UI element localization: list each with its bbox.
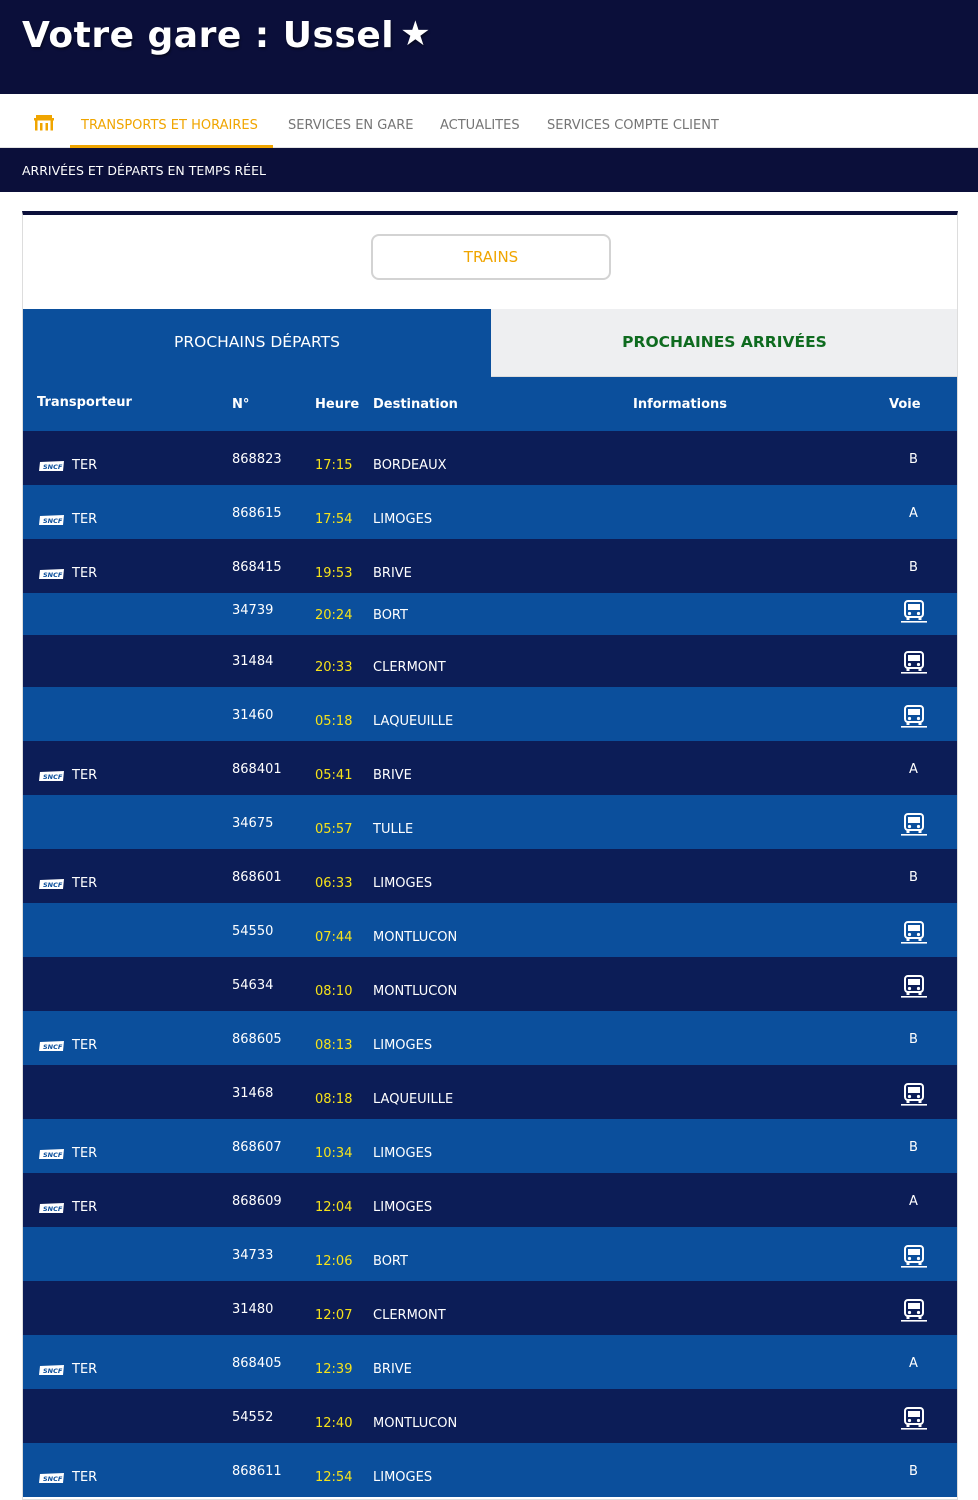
- sncf-logo-icon: [39, 514, 65, 526]
- track: B: [909, 1464, 918, 1479]
- train-number: 34739: [232, 603, 274, 618]
- table-row[interactable]: [23, 1335, 958, 1389]
- carrier-label: TER: [72, 1470, 98, 1485]
- destination: BORT: [373, 1254, 408, 1269]
- table-row[interactable]: [23, 903, 958, 957]
- table-row[interactable]: [23, 1443, 958, 1497]
- bus-icon: [900, 1298, 928, 1322]
- table-row[interactable]: [23, 1065, 958, 1119]
- destination: LAQUEUILLE: [373, 1092, 454, 1107]
- departure-time: 08:13: [315, 1038, 353, 1053]
- carrier-label: TER: [72, 1038, 98, 1053]
- table-row[interactable]: [23, 431, 958, 485]
- destination: BRIVE: [373, 768, 412, 783]
- train-number: 868405: [232, 1356, 282, 1371]
- svg-text:SNCF: SNCF: [43, 1367, 63, 1375]
- sub-nav: [0, 148, 978, 192]
- table-row[interactable]: [23, 1389, 958, 1443]
- train-number: 868415: [232, 560, 282, 575]
- departure-time: 12:07: [315, 1308, 353, 1323]
- carrier-label: TER: [72, 876, 98, 891]
- destination: TULLE: [373, 822, 414, 837]
- track: A: [909, 1194, 918, 1209]
- track: B: [909, 870, 918, 885]
- nav-item-transports[interactable]: TRANSPORTS ET HORAIRES: [81, 118, 258, 133]
- destination: LIMOGES: [373, 876, 433, 891]
- nav-item-actualites[interactable]: ACTUALITES: [440, 118, 520, 133]
- track: B: [909, 1140, 918, 1155]
- table-row[interactable]: [23, 593, 958, 635]
- train-number: 31484: [232, 654, 274, 669]
- departure-time: 06:33: [315, 876, 353, 891]
- table-row[interactable]: [23, 687, 958, 741]
- train-number: 868609: [232, 1194, 282, 1209]
- train-number: 31468: [232, 1086, 274, 1101]
- station-icon[interactable]: [33, 115, 55, 131]
- destination: LIMOGES: [373, 512, 433, 527]
- table-row[interactable]: [23, 1281, 958, 1335]
- bus-icon: [900, 920, 928, 944]
- table-row[interactable]: [23, 1011, 958, 1065]
- svg-text:SNCF: SNCF: [43, 1475, 63, 1483]
- carrier-label: TER: [72, 768, 98, 783]
- table-row[interactable]: [23, 1173, 958, 1227]
- departure-time: 08:10: [315, 984, 353, 999]
- svg-text:SNCF: SNCF: [43, 571, 63, 579]
- bus-icon: [900, 1406, 928, 1430]
- svg-text:SNCF: SNCF: [43, 1151, 63, 1159]
- track: A: [909, 506, 918, 521]
- mode-selector: [23, 215, 957, 310]
- nav-item-services-gare[interactable]: SERVICES EN GARE: [288, 118, 414, 133]
- departure-time: 05:57: [315, 822, 353, 837]
- track: B: [909, 560, 918, 575]
- train-number: 868611: [232, 1464, 282, 1479]
- sncf-logo-icon: [39, 568, 65, 580]
- departure-time: 12:40: [315, 1416, 353, 1431]
- train-number: 868615: [232, 506, 282, 521]
- bus-icon: [900, 1082, 928, 1106]
- train-number: 868401: [232, 762, 282, 777]
- carrier-label: TER: [72, 1362, 98, 1377]
- column-header-track: Voie: [889, 397, 921, 412]
- table-row[interactable]: [23, 957, 958, 1011]
- table-row[interactable]: [23, 795, 958, 849]
- sncf-logo-icon: [39, 1148, 65, 1160]
- departure-time: 05:41: [315, 768, 353, 783]
- sncf-logo-icon: [39, 878, 65, 890]
- train-number: 868601: [232, 870, 282, 885]
- sncf-logo-icon: [39, 1364, 65, 1376]
- tab-departures[interactable]: PROCHAINS DÉPARTS: [23, 309, 491, 377]
- destination: LIMOGES: [373, 1200, 433, 1215]
- track: B: [909, 452, 918, 467]
- departure-time: 19:53: [315, 566, 353, 581]
- destination: LAQUEUILLE: [373, 714, 454, 729]
- departure-time: 12:54: [315, 1470, 353, 1485]
- destination: BRIVE: [373, 1362, 412, 1377]
- column-header-carrier: Transporteur: [37, 395, 132, 410]
- train-number: 34733: [232, 1248, 274, 1263]
- track: A: [909, 1356, 918, 1371]
- station-header: [0, 0, 978, 94]
- sncf-logo-icon: [39, 460, 65, 472]
- table-row[interactable]: [23, 1227, 958, 1281]
- column-header-info: Informations: [633, 397, 728, 412]
- train-number: 54552: [232, 1410, 274, 1425]
- svg-text:SNCF: SNCF: [43, 517, 63, 525]
- bus-icon: [900, 812, 928, 836]
- departure-time: 12:04: [315, 1200, 353, 1215]
- train-number: 34675: [232, 816, 274, 831]
- train-number: 868607: [232, 1140, 282, 1155]
- departure-time: 05:18: [315, 714, 353, 729]
- departure-time: 20:24: [315, 608, 353, 623]
- column-header-number: N°: [232, 397, 250, 412]
- table-row[interactable]: [23, 539, 958, 593]
- column-header-destination: Destination: [373, 397, 458, 412]
- train-number: 54550: [232, 924, 274, 939]
- tab-arrivals[interactable]: PROCHAINES ARRIVÉES: [491, 309, 958, 377]
- destination: CLERMONT: [373, 1308, 446, 1323]
- destination: MONTLUCON: [373, 1416, 458, 1431]
- table-row[interactable]: [23, 635, 958, 687]
- table-row[interactable]: [23, 485, 958, 539]
- train-number: 31480: [232, 1302, 274, 1317]
- table-row[interactable]: [23, 1119, 958, 1173]
- train-number: 868823: [232, 452, 282, 467]
- destination: LIMOGES: [373, 1038, 433, 1053]
- svg-text:SNCF: SNCF: [43, 463, 63, 471]
- bus-icon: [900, 974, 928, 998]
- train-number: 54634: [232, 978, 274, 993]
- destination: BORT: [373, 608, 408, 623]
- destination: BORDEAUX: [373, 458, 447, 473]
- departure-time: 17:54: [315, 512, 353, 527]
- departure-time: 07:44: [315, 930, 353, 945]
- carrier-label: TER: [72, 512, 98, 527]
- station-title-text: Votre gare : Ussel: [22, 15, 395, 56]
- destination: CLERMONT: [373, 660, 446, 675]
- column-header-time: Heure: [315, 397, 360, 412]
- svg-text:SNCF: SNCF: [43, 773, 63, 781]
- bus-icon: [900, 704, 928, 728]
- track: B: [909, 1032, 918, 1047]
- sncf-logo-icon: [39, 1202, 65, 1214]
- departure-time: 10:34: [315, 1146, 353, 1161]
- departure-time: 12:06: [315, 1254, 353, 1269]
- destination: MONTLUCON: [373, 984, 458, 999]
- track: A: [909, 762, 918, 777]
- sncf-logo-icon: [39, 1040, 65, 1052]
- departure-time: 20:33: [315, 660, 353, 675]
- departure-time: 08:18: [315, 1092, 353, 1107]
- carrier-label: TER: [72, 566, 98, 581]
- bus-icon: [900, 1244, 928, 1268]
- table-row[interactable]: [23, 741, 958, 795]
- departure-board: [22, 211, 958, 1500]
- carrier-label: TER: [72, 458, 98, 473]
- sncf-logo-icon: [39, 770, 65, 782]
- sncf-logo-icon: [39, 1472, 65, 1484]
- svg-text:SNCF: SNCF: [43, 1205, 63, 1213]
- destination: LIMOGES: [373, 1470, 433, 1485]
- svg-text:SNCF: SNCF: [43, 881, 63, 889]
- sub-nav-item-realtime[interactable]: ARRIVÉES ET DÉPARTS EN TEMPS RÉEL: [22, 163, 266, 178]
- nav-item-compte-client[interactable]: SERVICES COMPTE CLIENT: [547, 118, 719, 133]
- departure-time: 12:39: [315, 1362, 353, 1377]
- train-number: 31460: [232, 708, 274, 723]
- table-row[interactable]: [23, 849, 958, 903]
- bus-icon: [900, 599, 928, 623]
- train-number: 868605: [232, 1032, 282, 1047]
- table-header: [23, 377, 958, 431]
- page-title: [22, 14, 431, 56]
- destination: MONTLUCON: [373, 930, 458, 945]
- destination: LIMOGES: [373, 1146, 433, 1161]
- carrier-label: TER: [72, 1200, 98, 1215]
- bus-icon: [900, 650, 928, 674]
- main-nav: [0, 94, 978, 148]
- svg-text:SNCF: SNCF: [43, 1043, 63, 1051]
- departure-time: 17:15: [315, 458, 353, 473]
- carrier-label: TER: [72, 1146, 98, 1161]
- trains-button[interactable]: TRAINS: [371, 234, 611, 280]
- star-icon[interactable]: ★: [400, 14, 432, 54]
- destination: BRIVE: [373, 566, 412, 581]
